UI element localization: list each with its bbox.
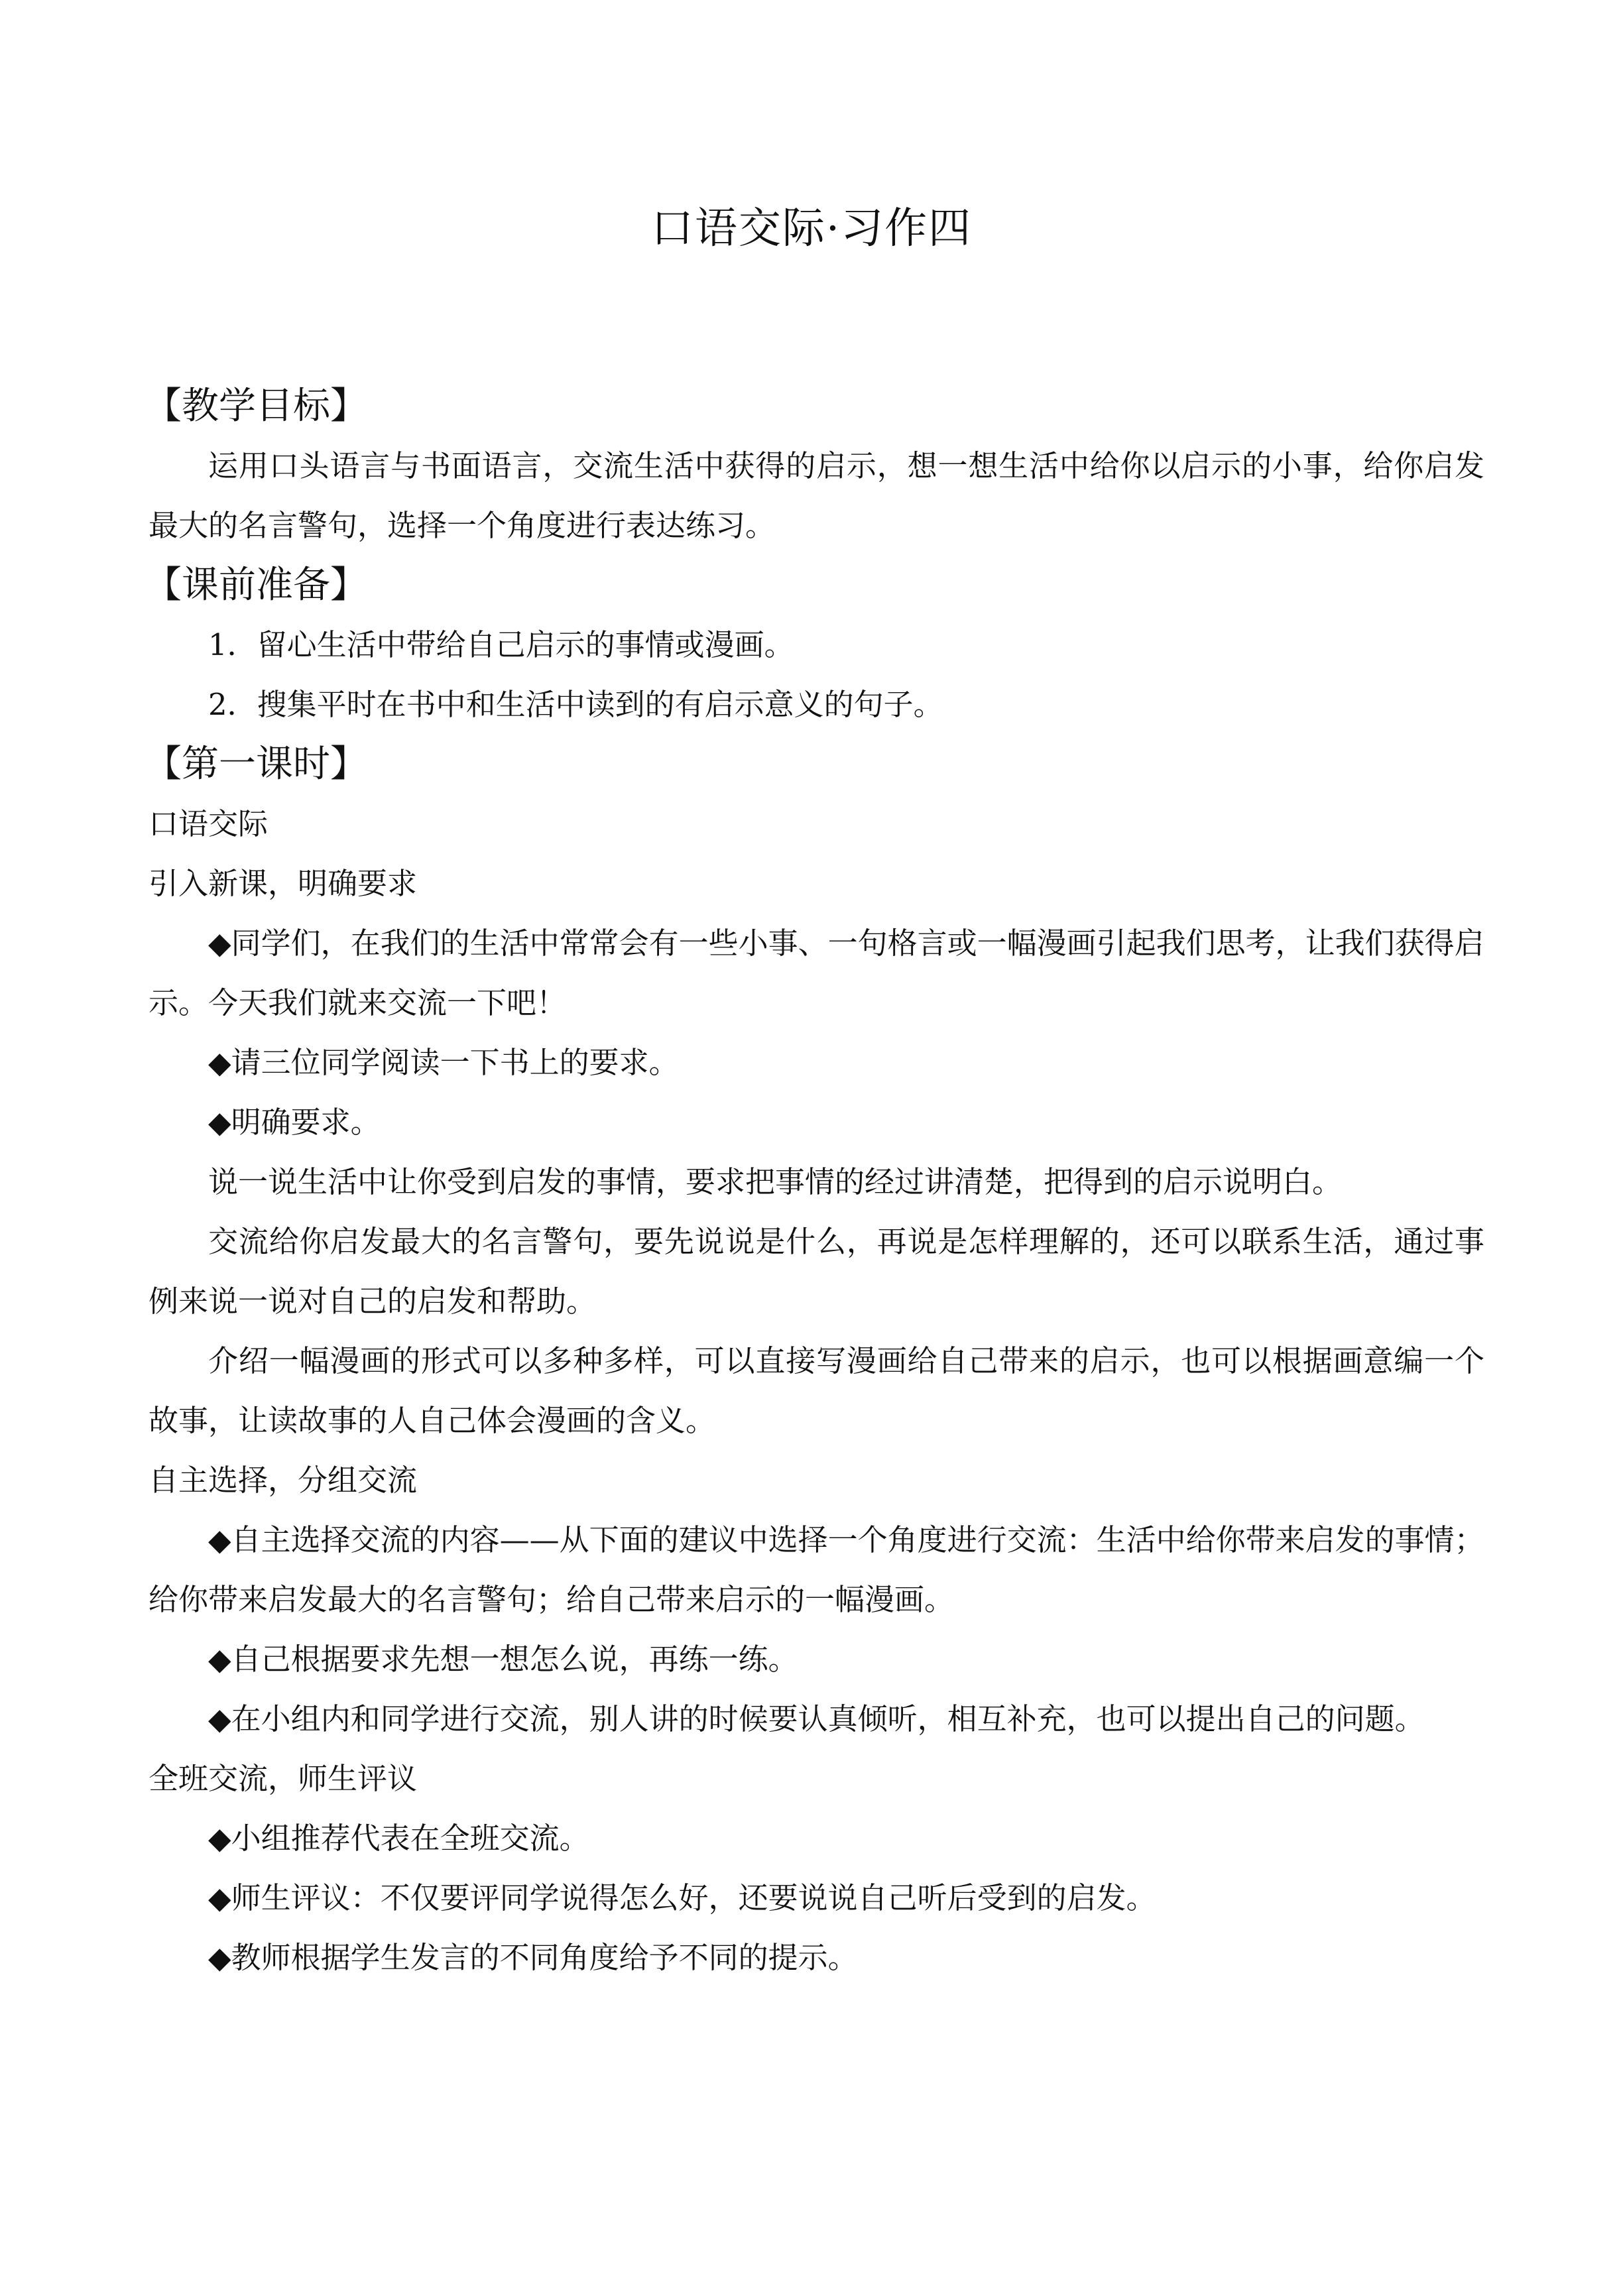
document-title: 口语交际·习作四 [650,204,973,253]
objectives-heading: 【教学目标】 [145,385,367,428]
diamond-bullet-icon: ◆ [208,1701,231,1736]
preparation-item-1: 1．留心生活中带给自己启示的事情或漫画。 [208,627,794,662]
preparation-item-2: 2．搜集平时在书中和生活中读到的有启示意义的句子。 [208,687,943,722]
document-body [145,377,1484,1988]
part3-heading: 全班交流，师生评议 [149,1761,418,1796]
diamond-bullet-icon: ◆ [208,1642,231,1677]
part1-paragraph-3: 介绍一幅漫画的形式可以多种多样，可以直接写漫画给自己带来的启示，也可以根据画意编一个故事，让读故事的人自己体会漫画的含义。 [149,1343,1484,1438]
lesson1-subtitle: 口语交际 [149,806,269,841]
diamond-bullet-icon: ◆ [208,1045,231,1080]
part3-bullet-1: ◆小组推荐代表在全班交流。 [149,1809,1484,1868]
part2-bullet-3: ◆在小组内和同学进行交流，别人讲的时候要认真倾听，相互补充，也可以提出自己的问题。 [149,1689,1484,1749]
part1-paragraph-1: 说一说生活中让你受到启发的事情，要求把事情的经过讲清楚，把得到的启示说明白。 [208,1164,1343,1199]
diamond-bullet-icon: ◆ [208,1821,231,1856]
diamond-bullet-icon: ◆ [208,926,231,961]
diamond-bullet-icon: ◆ [208,1880,231,1915]
part1-bullet-3: ◆明确要求。 [149,1093,1484,1152]
part1-bullet-2: ◆请三位同学阅读一下书上的要求。 [149,1033,1484,1093]
diamond-bullet-icon: ◆ [208,1522,231,1557]
diamond-bullet-icon: ◆ [208,1940,231,1975]
preparation-heading: 【课前准备】 [145,564,367,607]
part2-bullet-2: ◆自己根据要求先想一想怎么说，再练一练。 [149,1630,1484,1689]
part3-bullet-2: ◆师生评议：不仅要评同学说得怎么好，还要说说自己听后受到的启发。 [149,1868,1484,1928]
lesson1-heading: 【第一课时】 [145,743,367,786]
part3-bullet-3: ◆教师根据学生发言的不同角度给予不同的提示。 [149,1928,1484,1988]
diamond-bullet-icon: ◆ [208,1105,231,1140]
objectives-text: 运用口头语言与书面语言，交流生活中获得的启示，想一想生活中给你以启示的小事，给你启发最大的名言警句，选择一个角度进行表达练习。 [149,448,1484,543]
part2-heading: 自主选择，分组交流 [149,1463,418,1498]
part1-paragraph-2: 交流给你启发最大的名言警句，要先说说是什么，再说是怎样理解的，还可以联系生活，通过事例来说一说对自己的启发和帮助。 [149,1224,1484,1319]
part1-heading: 引入新课，明确要求 [149,866,418,901]
part1-bullet-1: ◆同学们，在我们的生活中常常会有一些小事、一句格言或一幅漫画引起我们思考，让我们获得启示。今天我们就来交流一下吧！ [149,914,1484,1033]
part2-bullet-1: ◆自主选择交流的内容——从下面的建议中选择一个角度进行交流：生活中给你带来启发的事情；给你带来启发最大的名言警句；给自己带来启示的一幅漫画。 [149,1510,1484,1630]
